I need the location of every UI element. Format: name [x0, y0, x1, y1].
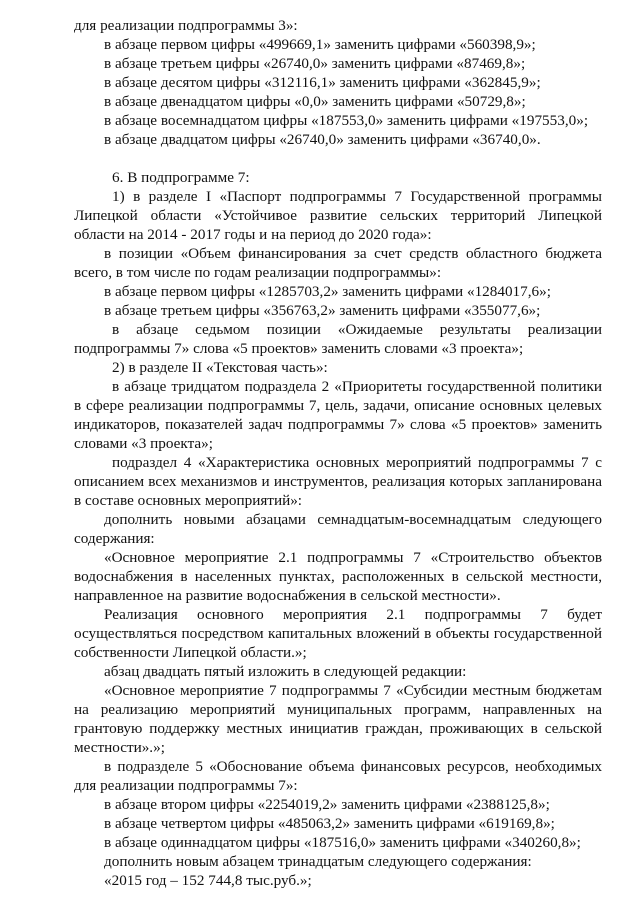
paragraph: дополнить новым абзацем тринадцатым следующего содержания:: [104, 853, 532, 870]
paragraph: для реализации подпрограммы 3»:: [74, 17, 298, 34]
paragraph: в абзаце первом цифры «499669,1» заменить цифрами «560398,9»;: [104, 36, 536, 53]
paragraph: в абзаце первом цифры «1285703,2» заменить цифрами «1284017,6»;: [104, 283, 551, 300]
paragraph: подраздел 4 «Характеристика основных мероприятий подпрограммы 7 с описанием всех механизмов и инструментов, реализация которых запланирована в составе основных мероприятий»:: [74, 454, 602, 509]
paragraph: в абзаце двадцатом цифры «26740,0» заменить цифрами «36740,0».: [104, 131, 541, 148]
paragraph: дополнить новыми абзацами семнадцатым-восемнадцатым следующего содержания:: [74, 511, 602, 547]
paragraph: в абзаце тридцатом подраздела 2 «Приоритеты государственной политики в сфере реализации подпрограммы 7, цель, задачи, описание основных целевых индикаторов, показателей задач подпрограммы 7» слова «5 проектов» заменить словами «3 проекта»;: [74, 378, 602, 452]
paragraph: в абзаце седьмом позиции «Ожидаемые результаты реализации подпрограммы 7» слова «5 проектов» заменить словами «3 проекта»;: [74, 321, 602, 357]
paragraph: в абзаце втором цифры «2254019,2» заменить цифрами «2388125,8»;: [104, 796, 550, 813]
section-heading: 6. В подпрограмме 7:: [112, 169, 250, 186]
paragraph: в абзаце одиннадцатом цифры «187516,0» заменить цифрами «340260,8»;: [104, 834, 581, 851]
paragraph: 2) в разделе II «Текстовая часть»:: [112, 359, 328, 376]
paragraph: в абзаце четвертом цифры «485063,2» заменить цифрами «619169,8»;: [104, 815, 555, 832]
paragraph: в абзаце третьем цифры «26740,0» заменить цифрами «87469,8»;: [104, 55, 526, 72]
paragraph: 1) в разделе I «Паспорт подпрограммы 7 Государственной программы Липецкой области «Устойчивое развитие сельских территорий Липецкой области на 2014 - 2017 годы и на период до 2020 года»:: [74, 188, 602, 243]
paragraph: «Основное мероприятие 7 подпрограммы 7 «Субсидии местным бюджетам на реализацию мероприятий муниципальных программ, направленных на грантовую поддержку местных инициатив граждан, проживающих в сельской местности».»;: [74, 682, 602, 756]
paragraph: абзац двадцать пятый изложить в следующей редакции:: [104, 663, 467, 680]
paragraph: в абзаце десятом цифры «312116,1» заменить цифрами «362845,9»;: [104, 74, 541, 91]
paragraph: в подразделе 5 «Обоснование объема финансовых ресурсов, необходимых для реализации подпрограммы 7»:: [74, 758, 602, 794]
document-body: [74, 16, 602, 890]
paragraph: в абзаце третьем цифры «356763,2» заменить цифрами «355077,6»;: [104, 302, 541, 319]
paragraph: в абзаце двенадцатом цифры «0,0» заменить цифрами «50729,8»;: [104, 93, 526, 110]
paragraph: в позиции «Объем финансирования за счет средств областного бюджета всего, в том числе по годам реализации подпрограммы»:: [74, 245, 602, 281]
paragraph: «2015 год – 152 744,8 тыс.руб.»;: [104, 872, 312, 889]
paragraph: в абзаце восемнадцатом цифры «187553,0» заменить цифрами «197553,0»;: [104, 112, 589, 129]
paragraph: «Основное мероприятие 2.1 подпрограммы 7 «Строительство объектов водоснабжения в населенных пунктах, расположенных в сельской местности, направленное на развитие водоснабжения в сельской местности».: [74, 549, 602, 604]
paragraph: Реализация основного мероприятия 2.1 подпрограммы 7 будет осуществляться посредством капитальных вложений в объекты государственной собственности Липецкой области.»;: [74, 606, 602, 661]
